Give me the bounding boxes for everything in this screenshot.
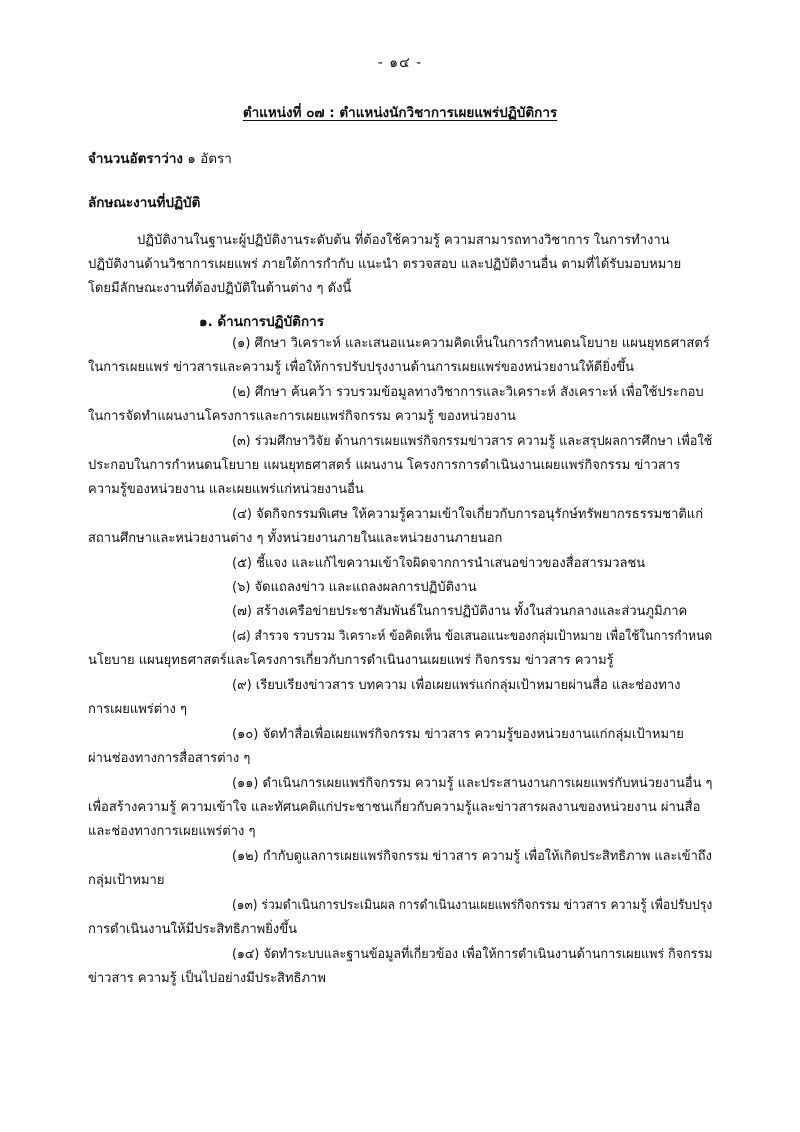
job-description-heading: ลักษณะงานที่ปฏิบัติ [88,195,201,211]
intro-line: ปฏิบัติงานด้านวิชาการเผยแพร่ ภายใต้การกำกับ แนะนำ ตรวจสอบ และปฏิบัติงานอื่น ตามที่ได้รับมอบหมาย [88,257,682,272]
list-item-continuation: สถานศึกษาและหน่วยงานต่าง ๆ ทั้งหน่วยงานภายในและหน่วยงานภายนอก [88,531,503,546]
list-item: (๔) จัดกิจกรรมพิเศษ ให้ความรู้ความเข้าใจเกี่ยวกับการอนุรักษ์ทรัพยากรธรรมชาติแก่ [232,507,704,522]
list-item-continuation: ผ่านช่องทางการสื่อสารต่าง ๆ [88,751,251,766]
list-item: (๖) จัดแถลงข่าว และแถลงผลการปฏิบัติงาน [232,580,477,595]
list-item-continuation: กลุ่มเป้าหมาย [88,873,165,888]
list-item-continuation: การดำเนินงานให้มีประสิทธิภาพยิ่งขึ้น [88,922,297,937]
list-item-continuation: ความรู้ของหน่วยงาน และเผยแพร่แก่หน่วยงานอื่น [88,482,364,497]
list-item-continuation: และช่องทางการเผยแพร่ต่าง ๆ [88,824,256,839]
list-item: (๕) ชี้แจง และแก้ไขความเข้าใจผิดจากการนำเสนอข่าวของสื่อสารมวลชน [232,556,646,571]
position-title [0,101,800,123]
list-item: (๑) ศึกษา วิเคราะห์ และเสนอแนะความคิดเห็นในการกำหนดนโยบาย แผนยุทธศาสตร์ [232,336,710,351]
list-item-continuation: ประกอบในการกำหนดนโยบาย แผนยุทธศาสตร์ แผนงาน โครงการการดำเนินงานเผยแพร่กิจกรรม ข่าวสาร [88,458,681,473]
intro-line: โดยมีลักษณะงานที่ต้องปฏิบัติในด้านต่าง ๆ ดังนี้ [88,281,352,296]
list-item: (๒) ศึกษา ค้นคว้า รวบรวมข้อมูลทางวิชาการและวิเคราะห์ สังเคราะห์ เพื่อใช้ประกอบ [232,385,704,400]
list-item: (๑๓) ร่วมดำเนินการประเมินผล การดำเนินงานเผยแพร่กิจกรรม ข่าวสาร ความรู้ เพื่อปรับปรุง [232,898,713,913]
list-item-continuation: เพื่อสร้างความรู้ ความเข้าใจ และทัศนคติแก่ประชาชนเกี่ยวกับความรู้และข่าวสารผลงานของหน่วยงาน ผ่านสื่อ [88,800,701,815]
vacancy-line [88,147,232,169]
list-item: (๘) สำรวจ รวบรวม วิเคราะห์ ข้อคิดเห็น ข้อเสนอแนะของกลุ่มเป้าหมาย เพื่อใช้ในการกำหนด [232,629,713,644]
list-item: (๗) สร้างเครือข่ายประชาสัมพันธ์ในการปฏิบัติงาน ทั้งในส่วนกลางและส่วนภูมิภาค [232,604,688,619]
list-item-continuation: นโยบาย แผนยุทธศาสตร์และโครงการเกี่ยวกับการดำเนินงานเผยแพร่ กิจกรรม ข่าวสาร ความรู้ [88,653,614,668]
list-item: (๑๔) จัดทำระบบและฐานข้อมูลที่เกี่ยวข้อง เพื่อให้การดำเนินงานด้านการเผยแพร่ กิจกรรม [232,947,713,962]
list-item-continuation: ในการเผยแพร่ ข่าวสารและความรู้ เพื่อให้การปรับปรุงงานด้านการเผยแพร่ของหน่วยงานให้ดียิ่งขึ้น [88,360,635,375]
list-item: (๑๑) ดำเนินการเผยแพร่กิจกรรม ความรู้ และประสานงานการเผยแพร่กับหน่วยงานอื่น ๆ [232,776,713,791]
list-item-continuation: ข่าวสาร ความรู้ เป็นไปอย่างมีประสิทธิภาพ [88,971,326,986]
vacancy-label: จำนวนอัตราว่าง [88,151,183,167]
vacancy-value: ๑ อัตรา [187,151,232,167]
list-item: (๑๐) จัดทำสื่อเพื่อเผยแพร่กิจกรรม ข่าวสาร ความรู้ของหน่วยงานแก่กลุ่มเป้าหมาย [232,727,684,742]
list-item-continuation: การเผยแพร่ต่าง ๆ [88,702,187,717]
position-title-text: ตำแหน่งที่ ๐๗ : ตำแหน่งนักวิชาการเผยแพร่ปฏิบัติการ [242,105,558,121]
list-item: (๑๒) กำกับดูแลการเผยแพร่กิจกรรม ข่าวสาร ความรู้ เพื่อให้เกิดประสิทธิภาพ และเข้าถึง [232,849,712,864]
intro-line: ปฏิบัติงานในฐานะผู้ปฏิบัติงานระดับต้น ที่ต้องใช้ความรู้ ความสามารถทางวิชาการ ในการทำงาน [137,233,670,248]
page-number: - ๑๔ - [377,55,423,71]
list-item: (๓) ร่วมศึกษาวิจัย ด้านการเผยแพร่กิจกรรมข่าวสาร ความรู้ และสรุปผลการศึกษา เพื่อใช้ [232,434,713,449]
operations-heading: ๑. ด้านการปฏิบัติการ [199,314,324,330]
list-item-continuation: ในการจัดทำแผนงานโครงการและการเผยแพร่กิจกรรม ความรู้ ของหน่วยงาน [88,409,516,424]
list-item: (๙) เรียบเรียงข่าวสาร บทความ เพื่อเผยแพร่แก่กลุ่มเป้าหมายผ่านสื่อ และช่องทาง [232,678,681,693]
